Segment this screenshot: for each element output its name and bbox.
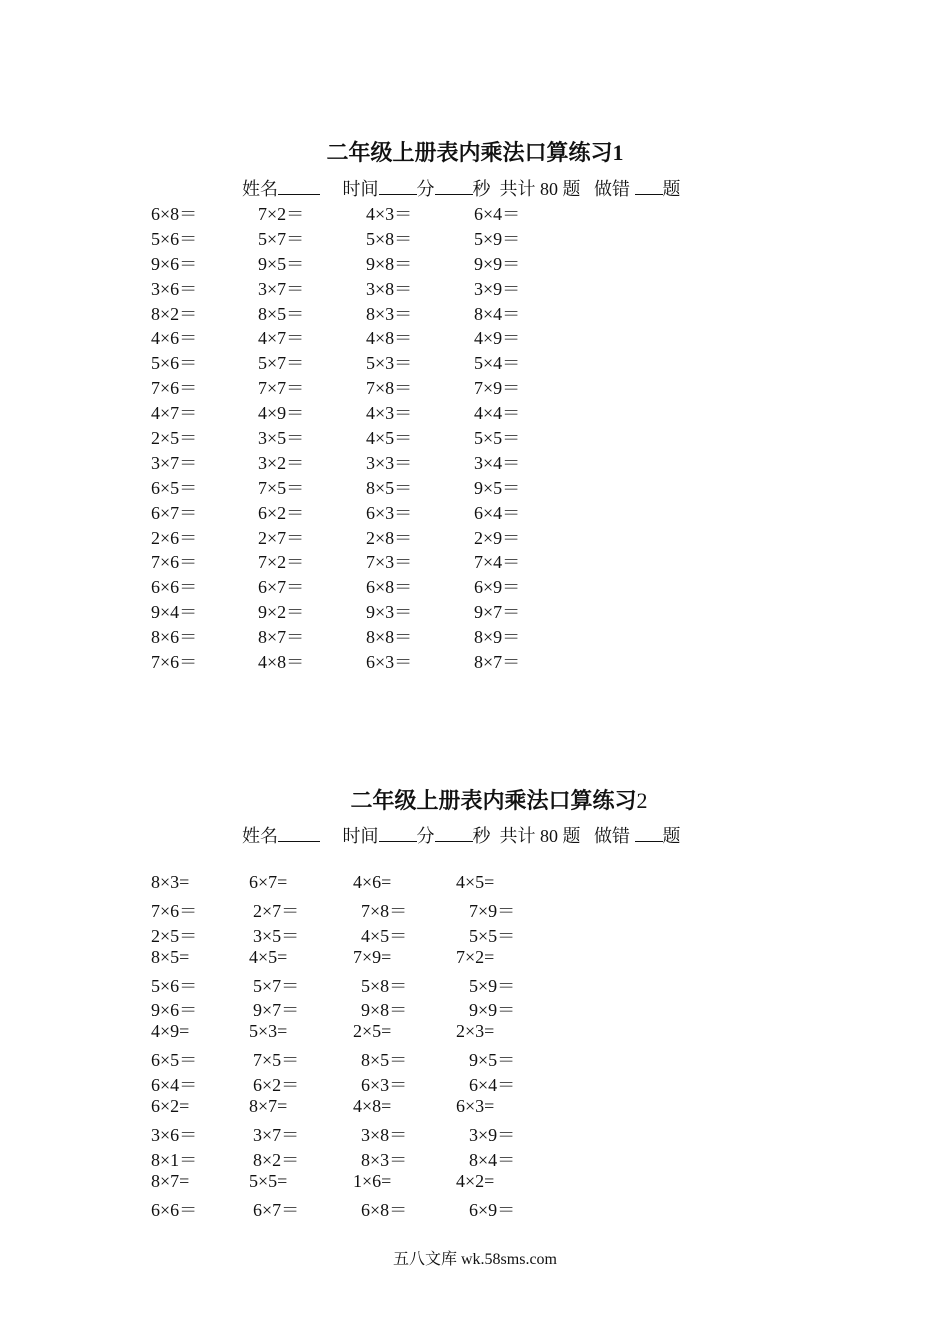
problem-cell: 9×8＝ — [366, 253, 413, 274]
problem-cell: 4×6= — [353, 872, 392, 892]
problem-cell: 9×9＝ — [469, 1000, 516, 1021]
title-text: 二年级上册表内乘法口算练习 — [326, 140, 613, 165]
problem-cell: 9×5＝ — [258, 253, 305, 274]
problem-cell: 8×3＝ — [366, 303, 413, 324]
seconds-label: 秒 — [472, 826, 491, 846]
problem-cell: 3×8＝ — [361, 1124, 408, 1145]
problem-cell: 3×7＝ — [151, 452, 198, 473]
problem-cell: 9×5＝ — [474, 477, 521, 498]
problem-cell: 8×5= — [151, 946, 190, 967]
problem-cell: 4×2= — [456, 1170, 495, 1191]
problem-cell: 5×3= — [249, 1021, 288, 1042]
problem-cell: 7×2= — [456, 946, 495, 967]
problem-cell: 3×9＝ — [469, 1124, 516, 1145]
problem-cell: 4×7＝ — [258, 328, 305, 349]
problem-cell: 2×6＝ — [151, 527, 198, 548]
problem-cell: 6×8＝ — [366, 577, 413, 598]
problem-cell: 3×5＝ — [258, 428, 305, 449]
problem-cell: 6×3= — [456, 1096, 495, 1117]
title-number: 1 — [612, 140, 624, 165]
problem-cell: 6×4＝ — [151, 1075, 198, 1096]
problem-cell: 5×6＝ — [151, 353, 198, 374]
problem-cell: 6×2＝ — [258, 502, 305, 523]
problem-cell: 8×2＝ — [253, 1149, 300, 1170]
problem-cell: 9×8＝ — [361, 1000, 408, 1021]
problem-cell: 6×7＝ — [258, 577, 305, 598]
total-label: 共计 80 题 — [499, 826, 581, 846]
problem-cell: 7×9＝ — [474, 378, 521, 399]
problem-cell: 3×5＝ — [253, 925, 300, 946]
problem-cell: 2×9＝ — [474, 527, 521, 548]
time-label: 时间 — [342, 826, 379, 846]
problem-cell: 6×3＝ — [366, 502, 413, 523]
problem-cell: 7×8＝ — [361, 900, 408, 921]
problem-cell: 6×5＝ — [151, 477, 198, 498]
title-text: 二年级上册表内乘法口算练习 — [350, 788, 637, 813]
problem-cell: 4×9= — [151, 1021, 190, 1042]
problem-cell: 5×7＝ — [258, 353, 305, 374]
wrong-blank[interactable] — [635, 823, 663, 842]
problem-cell: 9×4＝ — [151, 602, 198, 623]
problem-cell: 4×5＝ — [366, 428, 413, 449]
problem-cell: 4×6＝ — [151, 328, 198, 349]
problem-cell: 9×7＝ — [253, 1000, 300, 1021]
problem-cell: 3×7＝ — [258, 278, 305, 299]
problem-cell: 5×3＝ — [366, 353, 413, 374]
problem-cell: 8×5＝ — [258, 303, 305, 324]
wrong-label: 做错 — [594, 826, 630, 846]
page-title-1 — [0, 136, 950, 167]
problem-cell: 6×7＝ — [151, 502, 198, 523]
problem-cell: 5×5= — [249, 1170, 288, 1191]
problem-cell: 3×9＝ — [474, 278, 521, 299]
problem-cell: 9×2＝ — [258, 602, 305, 623]
wrong-blank[interactable] — [635, 176, 663, 195]
problem-cell: 3×6＝ — [151, 278, 198, 299]
problem-cell: 4×8＝ — [258, 652, 305, 673]
problem-cell: 8×7= — [249, 1096, 288, 1117]
problem-cell: 6×3＝ — [361, 1075, 408, 1096]
problem-cell: 5×4＝ — [474, 353, 521, 374]
problem-cell: 3×4＝ — [474, 452, 521, 473]
problem-cell: 8×3= — [151, 872, 190, 892]
problem-cell: 9×6＝ — [151, 253, 198, 274]
problem-cell: 4×5= — [249, 946, 288, 967]
wrong-suffix: 题 — [662, 179, 681, 199]
problem-cell: 5×8＝ — [366, 228, 413, 249]
problem-cell: 4×5＝ — [361, 925, 408, 946]
problem-cell: 9×9＝ — [474, 253, 521, 274]
minutes-label: 分 — [416, 179, 435, 199]
problem-cell: 6×5＝ — [151, 1050, 198, 1071]
problem-cell: 8×7＝ — [474, 652, 521, 673]
info-line-1 — [242, 175, 681, 201]
seconds-blank[interactable] — [435, 823, 473, 842]
problem-cell: 1×6= — [353, 1170, 392, 1191]
problem-cell: 6×2= — [151, 1096, 190, 1117]
problem-cell: 5×8＝ — [361, 975, 408, 996]
problem-cell: 2×5= — [353, 1021, 392, 1042]
total-label: 共计 80 题 — [499, 179, 581, 199]
name-label: 姓名 — [242, 826, 278, 846]
problem-cell: 2×5＝ — [151, 428, 198, 449]
problem-cell: 5×5＝ — [474, 428, 521, 449]
name-blank[interactable] — [278, 176, 320, 195]
problem-cell: 3×2＝ — [258, 452, 305, 473]
problem-cell: 9×7＝ — [474, 602, 521, 623]
problem-cell: 2×7＝ — [258, 527, 305, 548]
problem-cell: 4×7＝ — [151, 403, 198, 424]
problem-cell: 6×4＝ — [474, 204, 521, 224]
problem-cell: 6×4＝ — [469, 1075, 516, 1096]
problem-cell: 6×9＝ — [474, 577, 521, 598]
problem-cell: 4×9＝ — [474, 328, 521, 349]
problem-cell: 8×4＝ — [469, 1149, 516, 1170]
name-blank[interactable] — [278, 823, 320, 842]
problem-cell: 3×3＝ — [366, 452, 413, 473]
problem-cell: 4×9＝ — [258, 403, 305, 424]
problem-cell: 4×5= — [456, 872, 495, 892]
wrong-label: 做错 — [594, 179, 630, 199]
problem-cell: 2×5＝ — [151, 925, 198, 946]
problem-cell: 4×3＝ — [366, 403, 413, 424]
minutes-blank[interactable] — [379, 176, 417, 195]
problem-cell: 7×9＝ — [469, 900, 516, 921]
problem-cell: 8×4＝ — [474, 303, 521, 324]
problem-cell: 7×6＝ — [151, 652, 198, 673]
wrong-suffix: 题 — [662, 826, 681, 846]
problem-cell: 6×6＝ — [151, 577, 198, 598]
problem-cell: 7×6＝ — [151, 900, 198, 921]
page-title-2 — [24, 784, 950, 815]
problem-cell: 6×3＝ — [366, 652, 413, 673]
problem-cell: 4×8＝ — [366, 328, 413, 349]
problem-cell: 3×8＝ — [366, 278, 413, 299]
problem-cell: 5×7＝ — [258, 228, 305, 249]
problem-cell: 9×6＝ — [151, 1000, 198, 1021]
problem-cell: 6×9＝ — [469, 1199, 516, 1220]
title-number: 2 — [636, 788, 648, 813]
info-line-2 — [242, 822, 681, 848]
problem-cell: 4×4＝ — [474, 403, 521, 424]
problem-cell: 8×5＝ — [361, 1050, 408, 1071]
name-label: 姓名 — [242, 179, 278, 199]
problem-cell: 4×8= — [353, 1096, 392, 1117]
problem-cell: 8×5＝ — [366, 477, 413, 498]
problem-cell: 8×8＝ — [366, 627, 413, 648]
problem-cell: 8×7= — [151, 1170, 190, 1191]
problem-cell: 8×1＝ — [151, 1149, 198, 1170]
problem-cell: 7×4＝ — [474, 552, 521, 573]
problem-cell: 2×8＝ — [366, 527, 413, 548]
problem-cell: 6×6＝ — [151, 1199, 198, 1220]
minutes-blank[interactable] — [379, 823, 417, 842]
problem-cell: 6×7＝ — [253, 1199, 300, 1220]
minutes-label: 分 — [416, 826, 435, 846]
problem-cell: 8×3＝ — [361, 1149, 408, 1170]
problem-cell: 8×7＝ — [258, 627, 305, 648]
problem-cell: 5×9＝ — [469, 975, 516, 996]
problem-cell: 7×6＝ — [151, 378, 198, 399]
problem-cell: 6×8＝ — [151, 204, 198, 224]
problem-cell: 8×9＝ — [474, 627, 521, 648]
problem-cell: 5×5＝ — [469, 925, 516, 946]
problem-cell: 8×6＝ — [151, 627, 198, 648]
problem-cell: 3×7＝ — [253, 1124, 300, 1145]
problem-cell: 7×5＝ — [258, 477, 305, 498]
problem-cell: 7×5＝ — [253, 1050, 300, 1071]
problem-cell: 7×9= — [353, 946, 392, 967]
problem-cell: 3×6＝ — [151, 1124, 198, 1145]
problem-cell: 7×6＝ — [151, 552, 198, 573]
problem-cell: 8×2＝ — [151, 303, 198, 324]
seconds-label: 秒 — [472, 179, 491, 199]
problem-cell: 7×3＝ — [366, 552, 413, 573]
problem-cell: 4×3＝ — [366, 204, 413, 224]
problem-cell: 5×6＝ — [151, 228, 198, 249]
problem-cell: 2×7＝ — [253, 900, 300, 921]
problem-cell: 6×2＝ — [253, 1075, 300, 1096]
problem-cell: 7×7＝ — [258, 378, 305, 399]
problem-cell: 7×2＝ — [258, 204, 305, 224]
problem-cell: 7×2＝ — [258, 552, 305, 573]
seconds-blank[interactable] — [435, 176, 473, 195]
problem-cell: 9×5＝ — [469, 1050, 516, 1071]
problem-cell: 6×8＝ — [361, 1199, 408, 1220]
problem-cell: 6×7= — [249, 872, 288, 892]
time-label: 时间 — [342, 179, 379, 199]
problem-cell: 5×6＝ — [151, 975, 198, 996]
footer-watermark: 五八文库 wk.58sms.com — [392, 1251, 557, 1268]
problem-cell: 9×3＝ — [366, 602, 413, 623]
problem-cell: 6×4＝ — [474, 502, 521, 523]
problem-cell: 7×8＝ — [366, 378, 413, 399]
problem-cell: 2×3= — [456, 1021, 495, 1042]
problem-cell: 5×9＝ — [474, 228, 521, 249]
problem-cell: 5×7＝ — [253, 975, 300, 996]
